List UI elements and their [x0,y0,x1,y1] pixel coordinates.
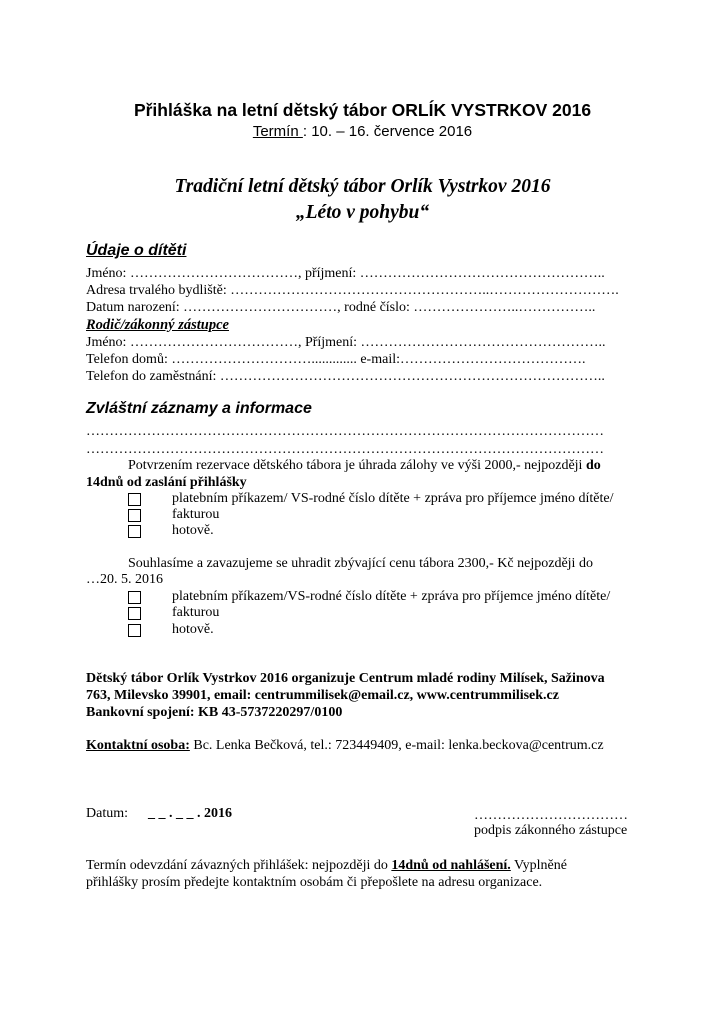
remainder-option-3-checkbox[interactable] [128,624,141,637]
date-value: _ _ . _ _ . 2016 [148,806,232,821]
child-name-line: Jméno: ………………………………, příjmení: …………………………………………….. [86,266,605,281]
deposit-text-start: Potvrzením rezervace dětského tábora je úhrada zálohy ve výši 2000,- nejpozději [128,458,586,473]
guardian-work-phone-line: Telefon do zaměstnání: ……………………………………………………………………….. [86,369,605,384]
notes-section-heading: Zvláštní záznamy a informace [86,400,312,417]
deposit-option-1-label: platebním příkazem/ VS-rodné číslo dítěte + zpráva pro příjemce jméno dítěte/ [172,491,614,506]
deadline-text-start: Termín odevzdání závazných přihlášek: nejpozději do [86,858,392,873]
term-label: Termín [252,123,303,140]
deposit-option-3-checkbox[interactable] [128,525,141,538]
guardian-name-line: Jméno: ………………………………, Příjmení: …………………………………………….. [86,335,606,350]
deposit-text-bold: do [585,458,601,473]
deadline-line-2: přihlášky prosím předejte kontaktním osobám či přepošlete na adresu organizace. [86,875,543,890]
child-section-heading: Údaje o dítěti [86,242,187,259]
contact-line [86,738,604,754]
guardian-section-heading: Rodič/zákonný zástupce [86,317,229,333]
deposit-option-3-label: hotově. [172,523,214,538]
camp-motto: „Léto v pohybu“ [295,202,430,223]
remainder-option-2-label: fakturou [172,605,220,620]
bank-account-line: Bankovní spojení: KB 43-5737220297/0100 [86,705,343,720]
deposit-option-2-checkbox[interactable] [128,509,141,522]
form-title: Přihláška na letní dětský tábor ORLÍK VYSTRKOV 2016 [133,100,592,120]
remainder-option-1-label: platebním příkazem/VS-rodné číslo dítěte + zpráva pro příjemce jméno dítěte/ [172,589,611,604]
organizer-line-2: 763, Milevsko 39901, email: centrummilisek@email.cz, www.centrummilisek.cz [86,688,559,703]
remainder-date: …20. 5. 2016 [86,572,163,587]
term-line [0,123,725,140]
notes-line-2: ………………………………………………………………………………………………… [86,442,604,457]
child-birth-line: Datum narození: ……………………………, rodné číslo: …………………..…………….. [86,300,596,315]
deposit-deadline: 14dnů od zaslání přihlášky [86,475,247,490]
deadline-text-end: Vyplněné [510,858,567,873]
camp-title: Tradiční letní dětský tábor Orlík Vystrkov 2016 [174,176,551,197]
deposit-option-1-checkbox[interactable] [128,493,141,506]
remainder-option-2-checkbox[interactable] [128,607,141,620]
deposit-option-2-label: fakturou [172,507,220,522]
signature-line: …………………………… [474,808,628,823]
deadline-line-1 [86,858,567,874]
child-address-line: Adresa trvalého bydliště: ………………………………………………..………………………. [86,283,619,298]
contact-label: Kontaktní osoba: [86,738,190,753]
term-value: : 10. – 16. července 2016 [302,123,473,140]
notes-line-1: ………………………………………………………………………………………………… [86,424,604,439]
contact-value: Bc. Lenka Bečková, tel.: 723449409, e-mail: lenka.beckova@centrum.cz [189,738,604,753]
deposit-text [128,458,601,474]
remainder-text: Souhlasíme a zavazujeme se uhradit zbývající cenu tábora 2300,- Kč nejpozději do [128,556,593,571]
organizer-line-1: Dětský tábor Orlík Vystrkov 2016 organizuje Centrum mladé rodiny Milísek, Sažinova [86,671,605,686]
remainder-option-3-label: hotově. [172,622,214,637]
deadline-text-bold: 14dnů od nahlášení. [391,858,511,873]
guardian-home-phone-line: Telefon domů: …………………………............. e-mail:…………………………………. [86,352,586,367]
signature-caption: podpis zákonného zástupce [474,823,628,838]
date-label: Datum: [86,806,128,821]
remainder-option-1-checkbox[interactable] [128,591,141,604]
